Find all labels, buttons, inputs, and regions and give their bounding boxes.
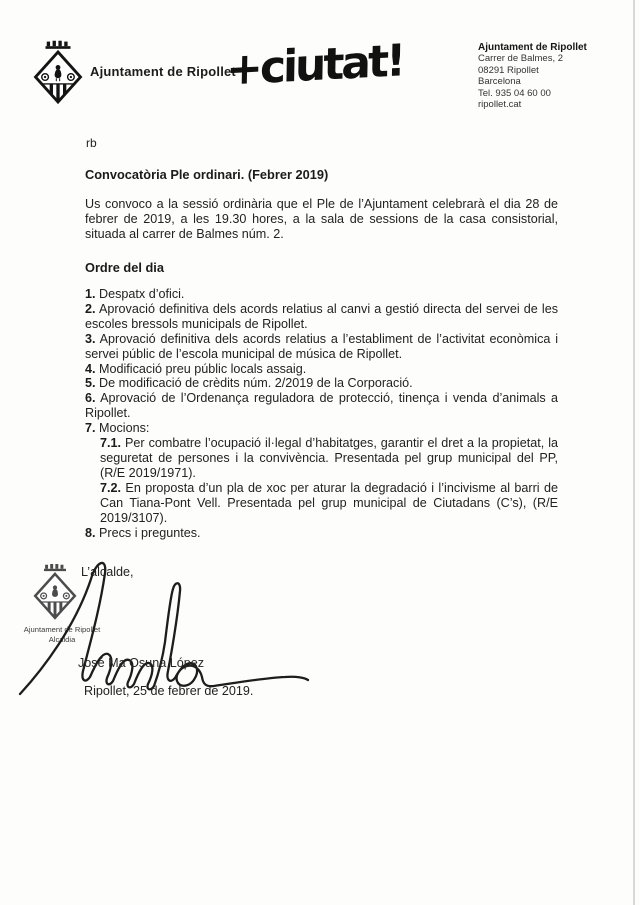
agenda-item-8: [85, 526, 558, 541]
scan-edge-line: [633, 0, 635, 905]
doc-intro-paragraph: Us convoco a la sessió ordinària que el Ple de l’Ajuntament celebrarà el dia 28 de febrer de 2019, a les 19.30 hores, a la sala de sessions de la casa consistorial, situada al carrer de Balmes núm. 2.: [85, 197, 558, 242]
address-province: Barcelona: [478, 76, 521, 88]
agenda-item-text: Aprovació definitiva dels acords relatius al canvi a gestió directa del servei de les escoles bressols municipals de Ripollet.: [85, 301, 558, 331]
agenda-item-text: Aprovació definitiva dels acords relatius a l’establiment de l’activitat econòmica i servei públic de l’escola municipal de música de Ripollet.: [85, 331, 558, 361]
agenda-list: [85, 287, 558, 540]
ripollet-coat-of-arms-icon: [33, 36, 83, 108]
agenda-item-1: [85, 287, 558, 302]
agenda-item-number: 7.2.: [100, 480, 122, 495]
agenda-item-number: 6.: [85, 391, 96, 406]
agenda-item-text: Aprovació de l’Ordenança reguladora de protecció, tinença i venda d’animals a Ripollet.: [85, 391, 558, 421]
agenda-item-7-1: [100, 436, 558, 481]
agenda-item-7-2: [100, 481, 558, 526]
agenda-item-3: [85, 332, 558, 362]
address-org-name: Ajuntament de Ripollet: [478, 42, 587, 53]
stamp-org-name: Ajuntament de Ripollet: [23, 625, 101, 634]
agenda-item-number: 5.: [85, 376, 96, 391]
agenda-item-number: 2.: [85, 301, 96, 316]
ciutat-logo: +ciutat!: [225, 35, 404, 96]
stamp-office: Alcaldia: [48, 635, 76, 644]
agenda-item-text: Modificació preu públic locals assaig.: [99, 361, 307, 376]
handwritten-signature: [15, 547, 315, 699]
agenda-item-number: 8.: [85, 525, 96, 540]
agenda-item-text: Mocions:: [99, 421, 150, 436]
agenda-item-number: 7.1.: [100, 436, 122, 451]
agenda-item-4: [85, 362, 558, 377]
agenda-item-number: 7.: [85, 421, 96, 436]
agenda-item-text: Precs i preguntes.: [99, 525, 201, 540]
agenda-item-text: Despatx d’ofici.: [99, 287, 185, 301]
agenda-heading: Ordre del dia: [85, 260, 164, 275]
header-org-name: Ajuntament de Ripollet: [90, 64, 236, 79]
agenda-item-6: [85, 391, 558, 421]
address-website: ripollet.cat: [478, 99, 522, 111]
agenda-item-number: 1.: [85, 287, 96, 301]
address-street: Carrer de Balmes, 2: [478, 53, 564, 65]
agenda-item-text: De modificació de crèdits núm. 2/2019 de la Corporació.: [99, 376, 413, 391]
agenda-item-7: [85, 421, 558, 436]
agenda-item-text: Per combatre l’ocupació il·legal d’habitatges, garantir el dret a la propietat, la seguretat de persones i la convivència. Presentada pel grup municipal del PP, (R/E 2019/1971).: [100, 436, 558, 480]
agenda-item-text: En proposta d’un pla de xoc per aturar la degradació i l’incivisme al barri de Can Tiana-Pont Vell. Presentada pel grup municipal de Ciutadans (C’s), (R/E 2019/3107).: [100, 480, 558, 525]
address-block: [478, 42, 587, 110]
agenda-item-2: [85, 302, 558, 332]
address-postal-city: 08291 Ripollet: [478, 64, 539, 76]
agenda-item-5: [85, 376, 558, 391]
address-phone: Tel. 935 04 60 00: [478, 87, 551, 99]
agenda-item-number: 3.: [85, 331, 96, 346]
signature-salutation: L’alcalde,: [81, 565, 134, 579]
signer-name: José Ma Osuna López: [78, 656, 205, 670]
doc-title: Convocatòria Ple ordinari. (Febrer 2019): [85, 167, 329, 182]
place-and-date: Ripollet, 25 de febrer de 2019.: [84, 684, 254, 698]
doc-reference: rb: [86, 136, 97, 150]
agenda-item-number: 4.: [85, 361, 96, 376]
